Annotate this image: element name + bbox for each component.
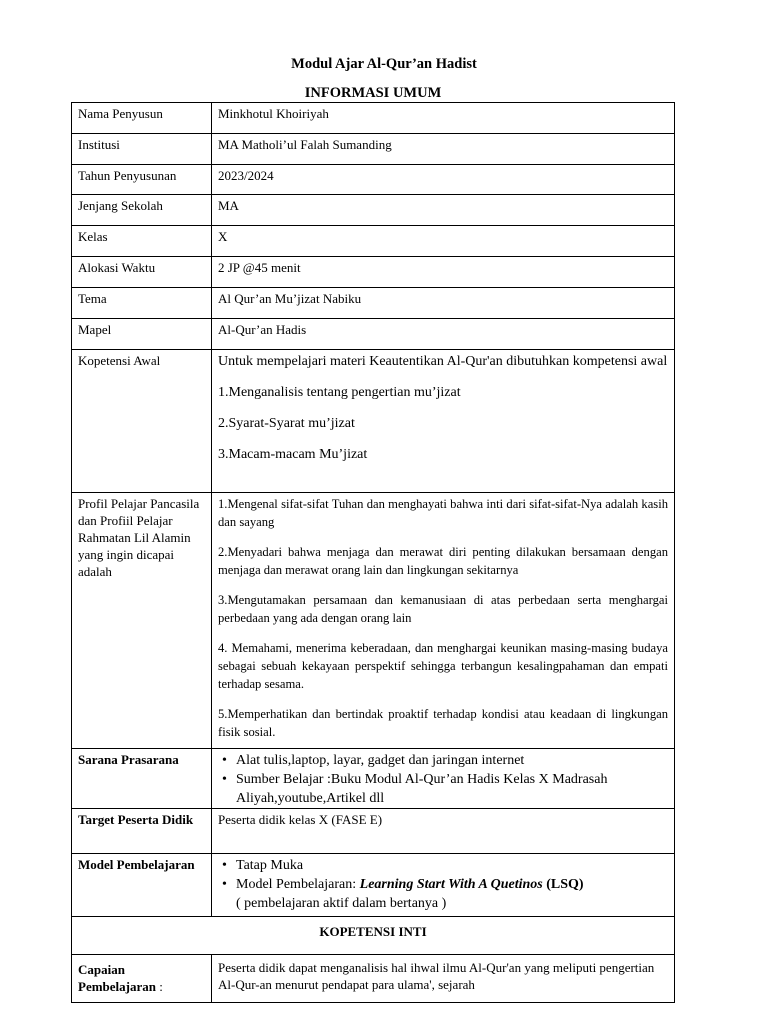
row-kompetensi-awal [72,350,675,493]
value-kompetensi-awal [212,350,675,493]
label-tema: Tema [72,288,212,319]
value-nama-penyusun: Minkhotul Khoiriyah [212,103,675,134]
model-item-subtitle: ( pembelajaran aktif dalam bertanya ) [236,896,447,911]
document-title: Modul Ajar Al-Qur’an Hadist [291,56,477,72]
capaian-label-colon: : [155,979,163,994]
row-kopetensi-inti-heading [72,917,675,955]
profil-item-1: 1.Mengenal sifat-sifat Tuhan dan menghayati bahwa inti dari sifat-sifat-Nya adalah kasih dan sayang [218,497,668,529]
label-target-peserta-didik: Target Peserta Didik [72,809,212,854]
value-model-pembelajaran [212,854,675,917]
label-sarana-prasarana: Sarana Prasarana [72,749,212,809]
profil-item-5: 5.Memperhatikan dan bertindak proaktif terhadap kondisi atau keadaan di lingkungan fisik sosial. [218,707,668,739]
value-kelas: X [212,226,675,257]
value-target-peserta-didik: Peserta didik kelas X (FASE E) [212,809,675,854]
label-model-pembelajaran: Model Pembelajaran [72,854,212,917]
row-target-peserta-didik [72,809,675,854]
label-jenjang: Jenjang Sekolah [72,195,212,226]
value-capaian-pembelajaran: Peserta didik dapat menganalisis hal ihwal ilmu Al-Qur'an yang meliputi pengertian Al-Qur-an menurut pendapat para ulama', sejarah [212,955,675,1003]
row-capaian-pembelajaran [72,955,675,1003]
sarana-item-1: • Alat tulis,laptop, layar, gadget dan jaringan internet [236,751,668,770]
value-profil-pelajar [212,493,675,749]
model-item-method: Learning Start With A Quetinos [359,877,543,892]
model-item-suffix: (LSQ) [542,877,584,892]
label-nama-penyusun: Nama Penyusun [72,103,212,134]
model-item-lsq [236,875,668,913]
capaian-label-bold: Capaian Pembelajaran [78,962,156,994]
row-jenjang [72,195,675,226]
informasi-umum-table [71,102,675,1003]
kompetensi-awal-item-1: 1.Menganalisis tentang pengertian mu’jizat [218,385,461,400]
label-kompetensi-awal: Kopetensi Awal [72,350,212,493]
row-kelas [72,226,675,257]
value-alokasi-waktu: 2 JP @45 menit [212,257,675,288]
value-sarana-prasarana [212,749,675,809]
label-alokasi-waktu: Alokasi Waktu [72,257,212,288]
row-profil-pelajar [72,493,675,749]
sarana-list [218,751,668,808]
row-nama-penyusun [72,103,675,134]
profil-item-3: 3.Mengutamakan persamaan dan kemanusiaan di atas perbedaan serta menghargai perbedaan yang ada dengan orang lain [218,593,668,625]
sarana-item-2: • Sumber Belajar :Buku Modul Al-Qur’an Hadis Kelas X Madrasah Aliyah,youtube,Artikel dll [236,770,668,808]
label-tahun: Tahun Penyusunan [72,165,212,195]
value-jenjang: MA [212,195,675,226]
section-title-informasi-umum: INFORMASI UMUM [304,85,442,101]
label-institusi: Institusi [72,134,212,165]
model-list [218,856,668,913]
value-mapel: Al-Qur’an Hadis [212,319,675,350]
profil-item-4: 4. Memahami, menerima keberadaan, dan menghargai keunikan masing-masing budaya sebagai sebuah kekayaan perspektif sehingga terbangun kesalingpahaman dan empati terhadap sesama. [218,641,668,691]
kompetensi-awal-item-2: 2.Syarat-Syarat mu’jizat [218,416,355,431]
row-institusi [72,134,675,165]
value-institusi: MA Matholi’ul Falah Sumanding [212,134,675,165]
kompetensi-awal-intro: Untuk mempelajari materi Keautentikan Al-Qur'an dibutuhkan kompetensi awal [218,354,668,369]
value-tema: Al Qur’an Mu’jizat Nabiku [212,288,675,319]
label-mapel: Mapel [72,319,212,350]
row-alokasi-waktu [72,257,675,288]
model-item-tatap-muka: • Tatap Muka [236,856,668,875]
kopetensi-inti-heading: KOPETENSI INTI [72,917,675,955]
label-capaian-pembelajaran [72,955,212,1003]
model-item-prefix: Model Pembelajaran: [236,877,360,892]
kompetensi-awal-item-3: 3.Macam-macam Mu’jizat [218,447,368,462]
row-model-pembelajaran [72,854,675,917]
profil-item-2: 2.Menyadari bahwa menjaga dan merawat diri penting dilakukan bersamaan dengan menjaga dan merawat orang lain dan lingkungan sekitarnya [218,545,668,577]
label-profil-pelajar: Profil Pelajar Pancasila dan Profiil Pelajar Rahmatan Lil Alamin yang ingin dicapai adalah [72,493,212,749]
row-tahun [72,165,675,195]
row-tema [72,288,675,319]
row-mapel [72,319,675,350]
label-kelas: Kelas [72,226,212,257]
row-sarana-prasarana [72,749,675,809]
value-tahun: 2023/2024 [212,165,675,195]
